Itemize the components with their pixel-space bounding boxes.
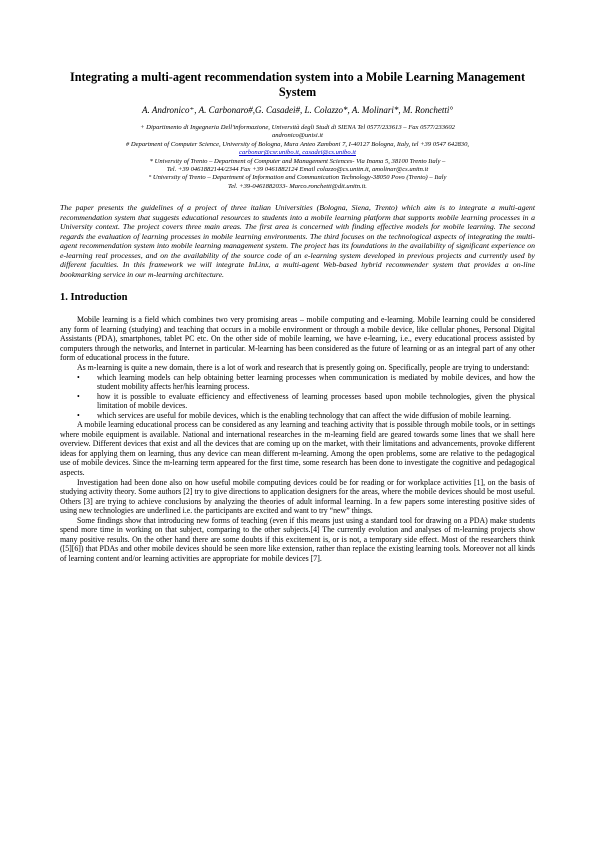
paper-page (60, 70, 535, 563)
bullet-item (77, 372, 535, 392)
bullet-item (77, 410, 535, 421)
bullet-icon: • (77, 372, 80, 382)
bullet-item (77, 391, 535, 411)
bullet-icon: • (77, 410, 80, 420)
affiliation-line: * University of Trento – Department of Computer and Management Sciences- Via Inama 5, 38100 Trento Italy – (149, 157, 446, 165)
affiliation-line: # Department of Computer Science, University of Bologna, Mura Anteo Zamboni 7, I-40127 Bologna, Italy, tel +39 0547 642830, (125, 140, 470, 148)
bullet-text: how it is possible to evaluate efficiency and effectiveness of learning processes based upon mobile technologies, given the physical limitation of mobile devices. (97, 391, 535, 411)
affiliation-line: ° University of Trento – Department of Information and Communication Technology-38050 Povo (Trento) – Italy (148, 174, 447, 182)
email-link[interactable]: carbonar@csr.unibo.it, casadei@cs.unibo.it (239, 149, 356, 157)
bullet-text: which learning models can help obtaining better learning processes when communication is mediated by mobile devices, and how the student mobility affects her/his learning process. (97, 372, 535, 392)
affiliation-line: + Dipartimento di Ingegneria Dell'informazione, Università degli Studi di SIENA Tel 0577/233613 – Fax 0577/233602 (140, 124, 455, 131)
email-link[interactable]: andronico@unisi.it (271, 132, 324, 140)
paragraph: Investigation had been done also on how useful mobile computing devices could be for reading or for workplace activities [1], on the basis of studying activity theory. Some authors [2] try to give directions to application designers for the areas, where the mobile devices should be most useful. Others [3] are trying to achieve conclusions by analyzing the theories of adult informal learning. In a few papers some interesting positive sides of using new technologies are underlined i.e. the participants are excited and want to try “new” things. (60, 477, 535, 516)
paragraph: As m-learning is quite a new domain, there is a lot of work and research that is presently going on. Specifically, people are trying to understand: (77, 362, 530, 372)
affiliation-line: Tel. +39-0461882033- Marco.ronchetti@dit.unitn.it. (228, 182, 367, 190)
affiliation-line (60, 132, 535, 140)
paragraph: Some findings show that introducing new forms of teaching (even if this means just using a standard tool for drawing on a PDA) make students spend more time in working on that subject, comparing to the other subjects.[4] The currently evolution and analyses of m-learning projects show many positive results. On the other hand there are some doubts if this excitement is, or is not, a temporary side effect. Most of the researchers think ([5][6]) that PDAs and other mobile devices should be seen more like extension, rather than replace the existing learning tools. Moreover not all kinds of learning content and/or learning activities are appropriate for mobile devices [7]. (60, 515, 535, 563)
author-list: A. Andronico⁺, A. Carbonaro#,G. Casadei#, L. Colazzo*, A. Molinari*, M. Ronchetti° (142, 105, 453, 115)
paper-title: Integrating a multi-agent recommendation system into a Mobile Learning Management System (69, 70, 526, 99)
bullet-text: which services are useful for mobile devices, which is the enabling technology that can affect the wide diffusion of mobile learning. (97, 410, 511, 420)
paragraph: A mobile learning educational process can be considered as any learning and teaching activity that is possible through mobile tools, or in settings where mobile equipment is available. National and international researches in the m-learning field are geared towards some lines that we shall here overview. Different devices that exist and all the devices that are coming up on the market, with their limitations and advancements, provoke different ideas for applying them on learning, thus any device can mean different m-learning. Among the open problems, some are relative to the pedagogical use of mobile devices. Since the m-learning term appeared for the first time, some research has been done to investigate the cognitive and pedagogical aspects. (60, 420, 535, 477)
paragraph: Mobile learning is a field which combines two very promising areas – mobile computing and e-learning. Mobile learning could be considered any form of learning (studying) and teaching that occurs in a mobile environment or through a mobile device, like cellular phones, Personal Digital Assistants (PDA), smartphones, tablet PC etc. On the other side of mobile learning, we have e-learning, i.e., every educational process assisted by computers through the networks, and Internet in particular. M-learning has been considered as the future of learning or as an integral part of any other form of educational process in the future. (60, 315, 535, 363)
affiliation-line: Tel. +39 0461882144/2344 Fax +39 0461882124 Email colazzo@cs.unitn.it, amolinar@cs.unitn.it (166, 166, 429, 174)
bullet-icon: • (77, 391, 80, 401)
bullet-list (60, 373, 535, 421)
abstract: The paper presents the guidelines of a project of three italian Universities (Bologna, Siena, Trento) which aim is to integrate a multi-agent recommendation system that suggests educational resources to students into a mobile learning platform that supports mobile learning processes in a University context. The project covers three main areas. The first area is concerned with finding effective models for mobile learning. The second regards the evaluation of learning processes in mobile learning environments. The third focuses on the technological aspects of integrating the multi-agent recommendation system into mobile learning management system. The project has its foundations in the availability of significant experience on e-learning real processes, and on the availability of the source code of an e-learning system developed in previous projects and currently used by different faculties. In this framework we will integrate InLinx, a multi-agent Web-based hybrid recommender system that provides a on-line bookmarking service in our m-learning architecture. (60, 203, 535, 279)
affiliation-line (60, 149, 535, 157)
section-heading: 1. Introduction (60, 292, 128, 304)
affiliations (60, 124, 535, 191)
